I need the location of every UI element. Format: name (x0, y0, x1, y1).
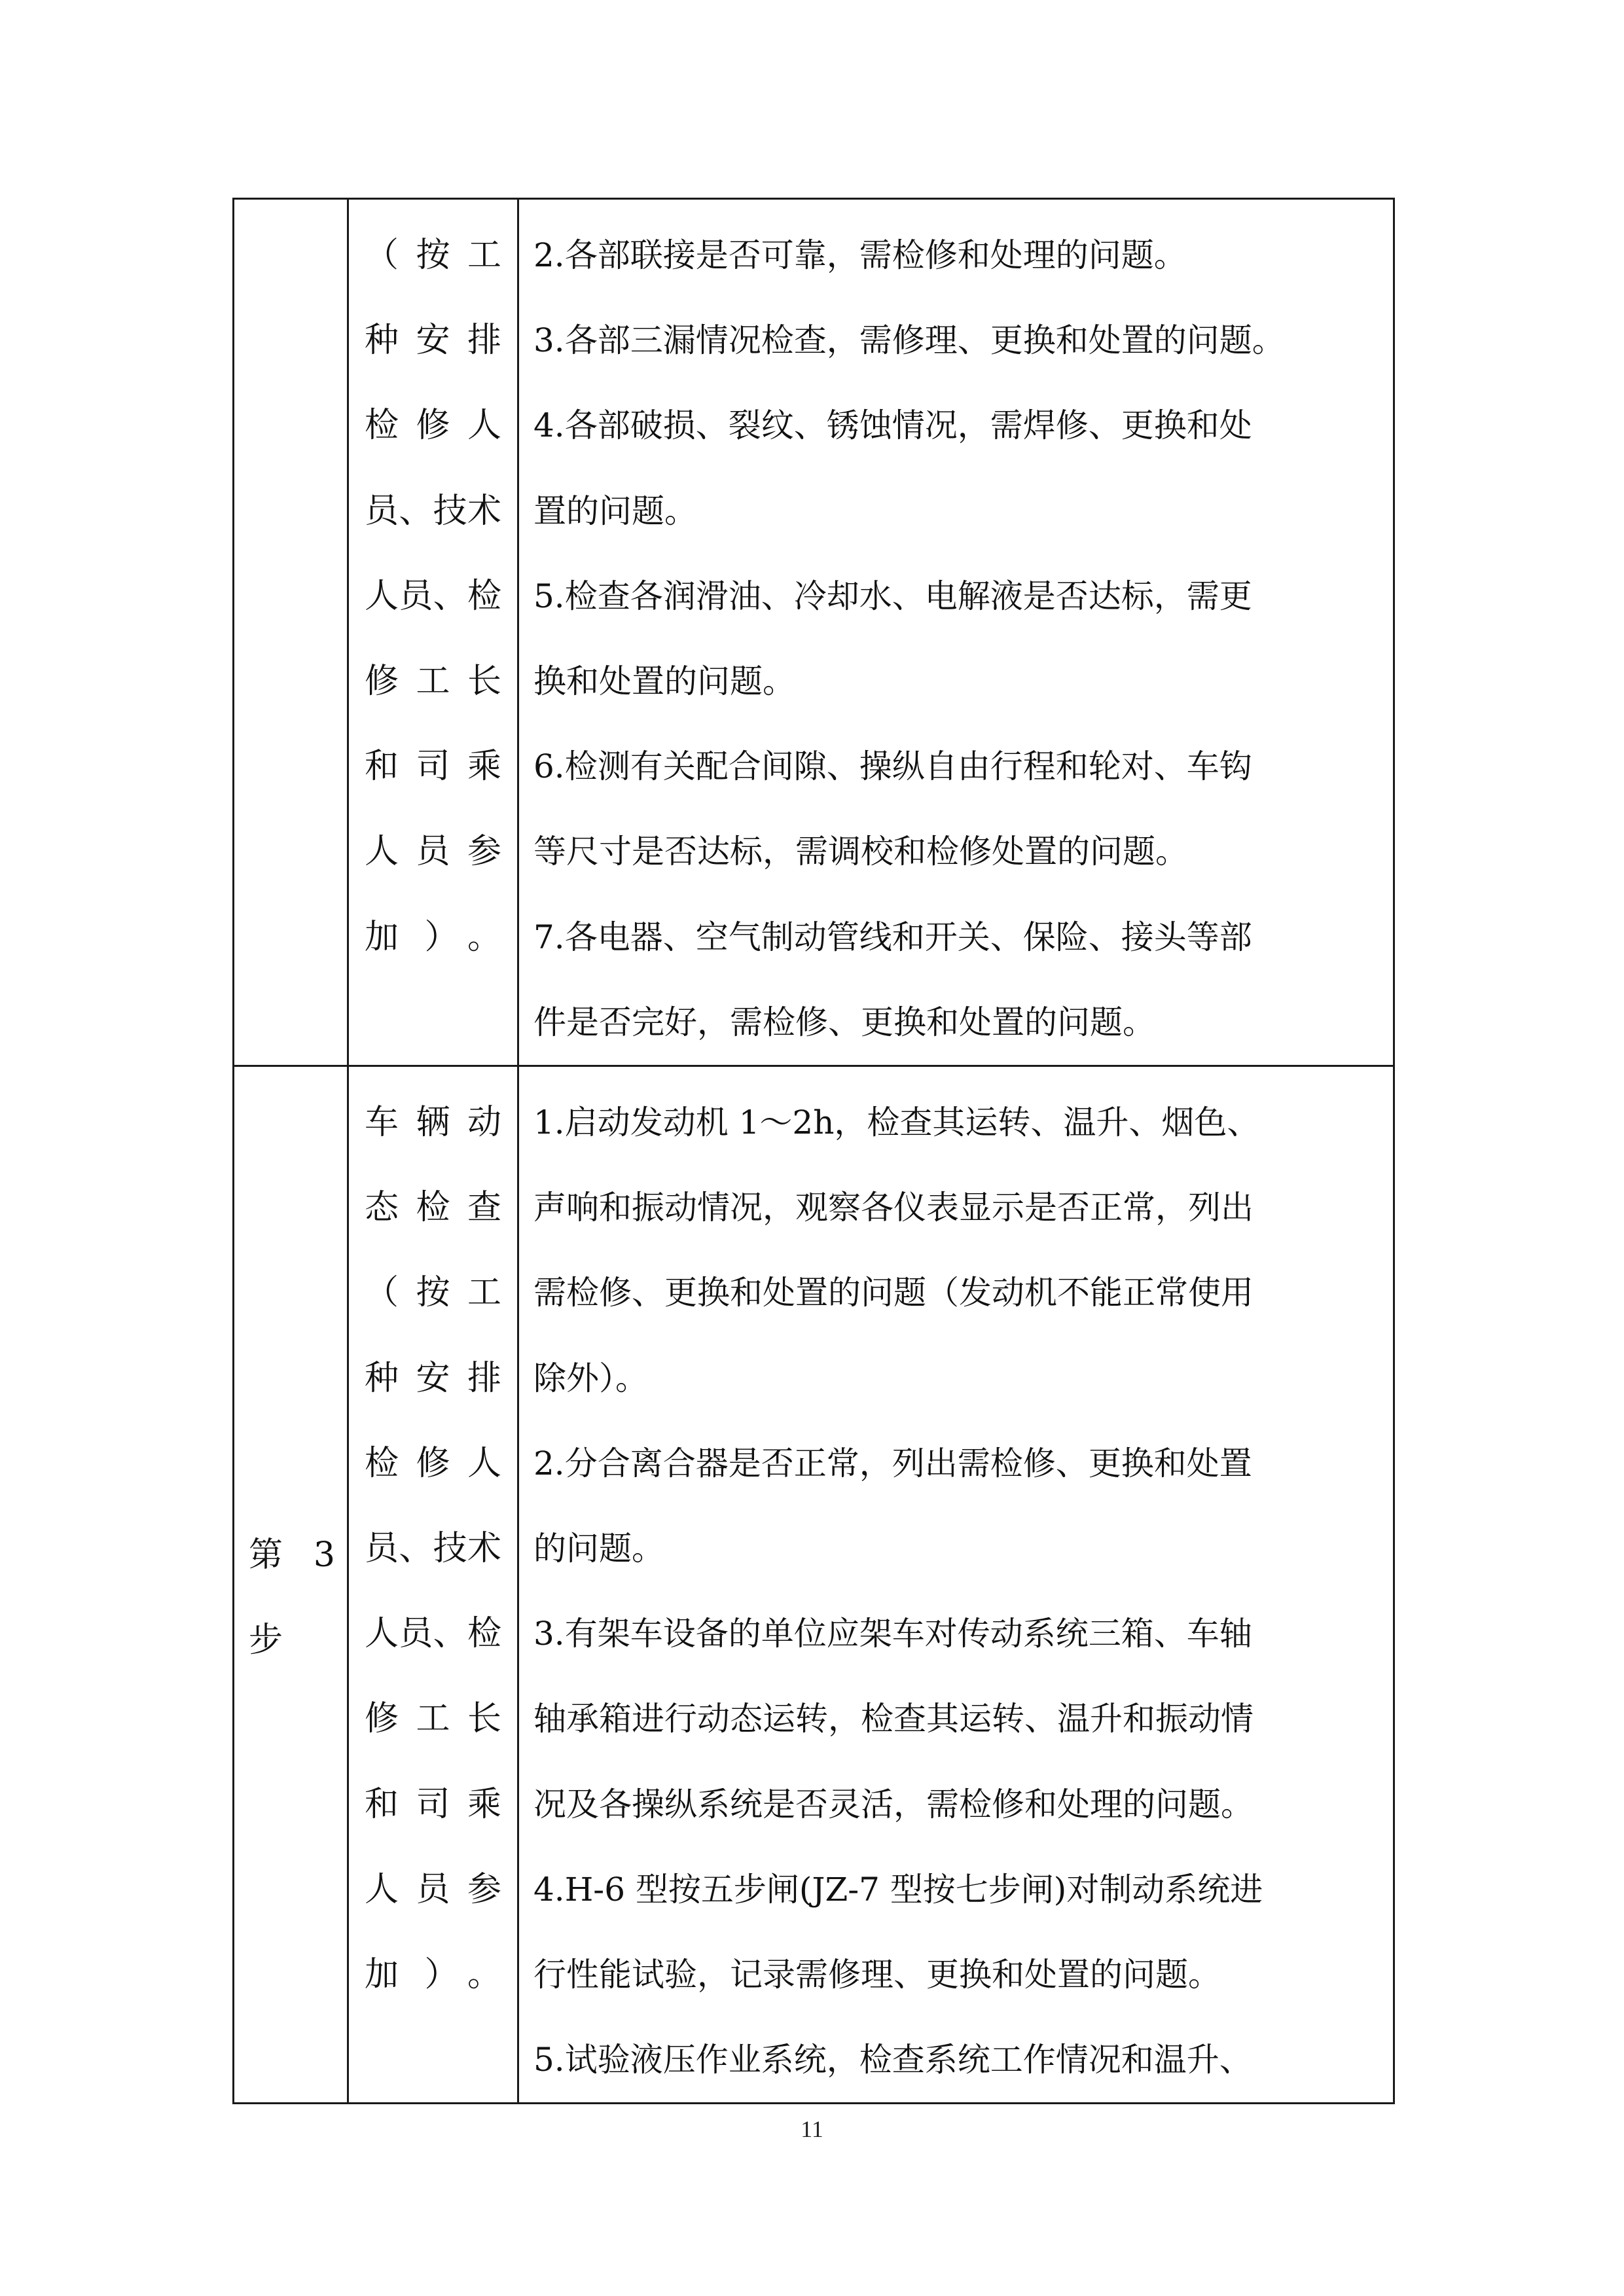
content-line: 5.试验液压作业系统，检查系统工作情况和温升、 (533, 2041, 1252, 2079)
content-line: 声响和振动情况，观察各仪表显示是否正常，列出 (533, 1189, 1254, 1227)
method-cell (348, 199, 518, 1066)
content-line: 除外）。 (533, 1359, 648, 1397)
procedure-table (232, 198, 1395, 2104)
table-row (234, 199, 1394, 1066)
method-line: 种安排 (365, 1358, 501, 1398)
content-line: 件是否完好，需检修、更换和处置的问题。 (533, 1003, 1155, 1041)
table-row (234, 1066, 1394, 2104)
step-cell (234, 1066, 348, 2104)
step-cell-empty (234, 199, 348, 1066)
content-line: 况及各操纵系统是否灵活，需检修和处理的问题。 (533, 1785, 1254, 1823)
method-line: 种安排 (365, 321, 501, 361)
content-line: 4.各部破损、裂纹、锈蚀情况，需焊修、更换和处 (533, 406, 1252, 445)
content-line: 置的问题。 (533, 492, 697, 530)
method-line: 人员、检 (365, 1614, 501, 1654)
content-line: 换和处置的问题。 (533, 662, 795, 701)
content-line: 3.各部三漏情况检查，需修理、更换和处置的问题。 (533, 321, 1285, 360)
content-line: 5.检查各润滑油、冷却水、电解液是否达标，需更 (533, 577, 1252, 615)
content-line: 4.H-6 型按五步闸(JZ-7 型按七步闸)对制动系统进 (533, 1870, 1263, 1909)
method-line: 修工长 (365, 1699, 501, 1739)
method-line: 员、技术 (365, 1529, 501, 1569)
step-line: 步 (249, 1621, 283, 1660)
method-line: 人员参 (365, 1869, 501, 1909)
content-text (519, 200, 1393, 1065)
method-line: （按工 (365, 1273, 501, 1313)
content-line: 7.各电器、空气制动管线和开关、保险、接头等部 (533, 918, 1252, 956)
method-line: 和司乘 (365, 1784, 501, 1824)
method-line: 人员参 (365, 832, 501, 872)
content-line: 6.检测有关配合间隙、操纵自由行程和轮对、车钩 (533, 747, 1252, 786)
method-cell (348, 1066, 518, 2104)
method-line: 加）。 (365, 917, 501, 957)
content-line: 需检修、更换和处置的问题（发动机不能正常使用 (533, 1274, 1254, 1312)
content-line: 2.分合离合器是否正常，列出需检修、更换和处置 (533, 1444, 1252, 1482)
content-cell (518, 199, 1394, 1066)
content-line: 轴承箱进行动态运转，检查其运转、温升和振动情 (533, 1700, 1254, 1738)
content-line: 等尺寸是否达标，需调校和检修处置的问题。 (533, 833, 1188, 871)
method-line: 态检查 (365, 1188, 501, 1228)
method-line: 和司乘 (365, 747, 501, 787)
method-line: 员、技术 (365, 491, 501, 531)
method-line: 修工长 (365, 662, 501, 702)
content-text (519, 1067, 1393, 2102)
page-number: 11 (801, 2116, 823, 2142)
content-line: 1.启动发动机 1～2h，检查其运转、温升、烟色、 (533, 1103, 1260, 1142)
method-line: 检修人 (365, 1443, 501, 1483)
method-line: 加）。 (365, 1955, 501, 1995)
step-line: 第 3 (249, 1535, 335, 1575)
content-cell (518, 1066, 1394, 2104)
method-line: 人员、检 (365, 576, 501, 616)
method-text (349, 1067, 517, 2017)
content-line: 的问题。 (533, 1530, 664, 1568)
step-label (234, 1513, 347, 1683)
method-line: 车辆动 (365, 1103, 501, 1143)
method-line: （按工 (365, 236, 501, 275)
content-line: 3.有架车设备的单位应架车对传动系统三箱、车轴 (533, 1615, 1252, 1653)
method-line: 检修人 (365, 406, 501, 446)
content-line: 2.各部联接是否可靠，需检修和处理的问题。 (533, 236, 1187, 274)
content-line: 行性能试验，记录需修理、更换和处置的问题。 (533, 1956, 1221, 1994)
method-text (349, 200, 517, 980)
